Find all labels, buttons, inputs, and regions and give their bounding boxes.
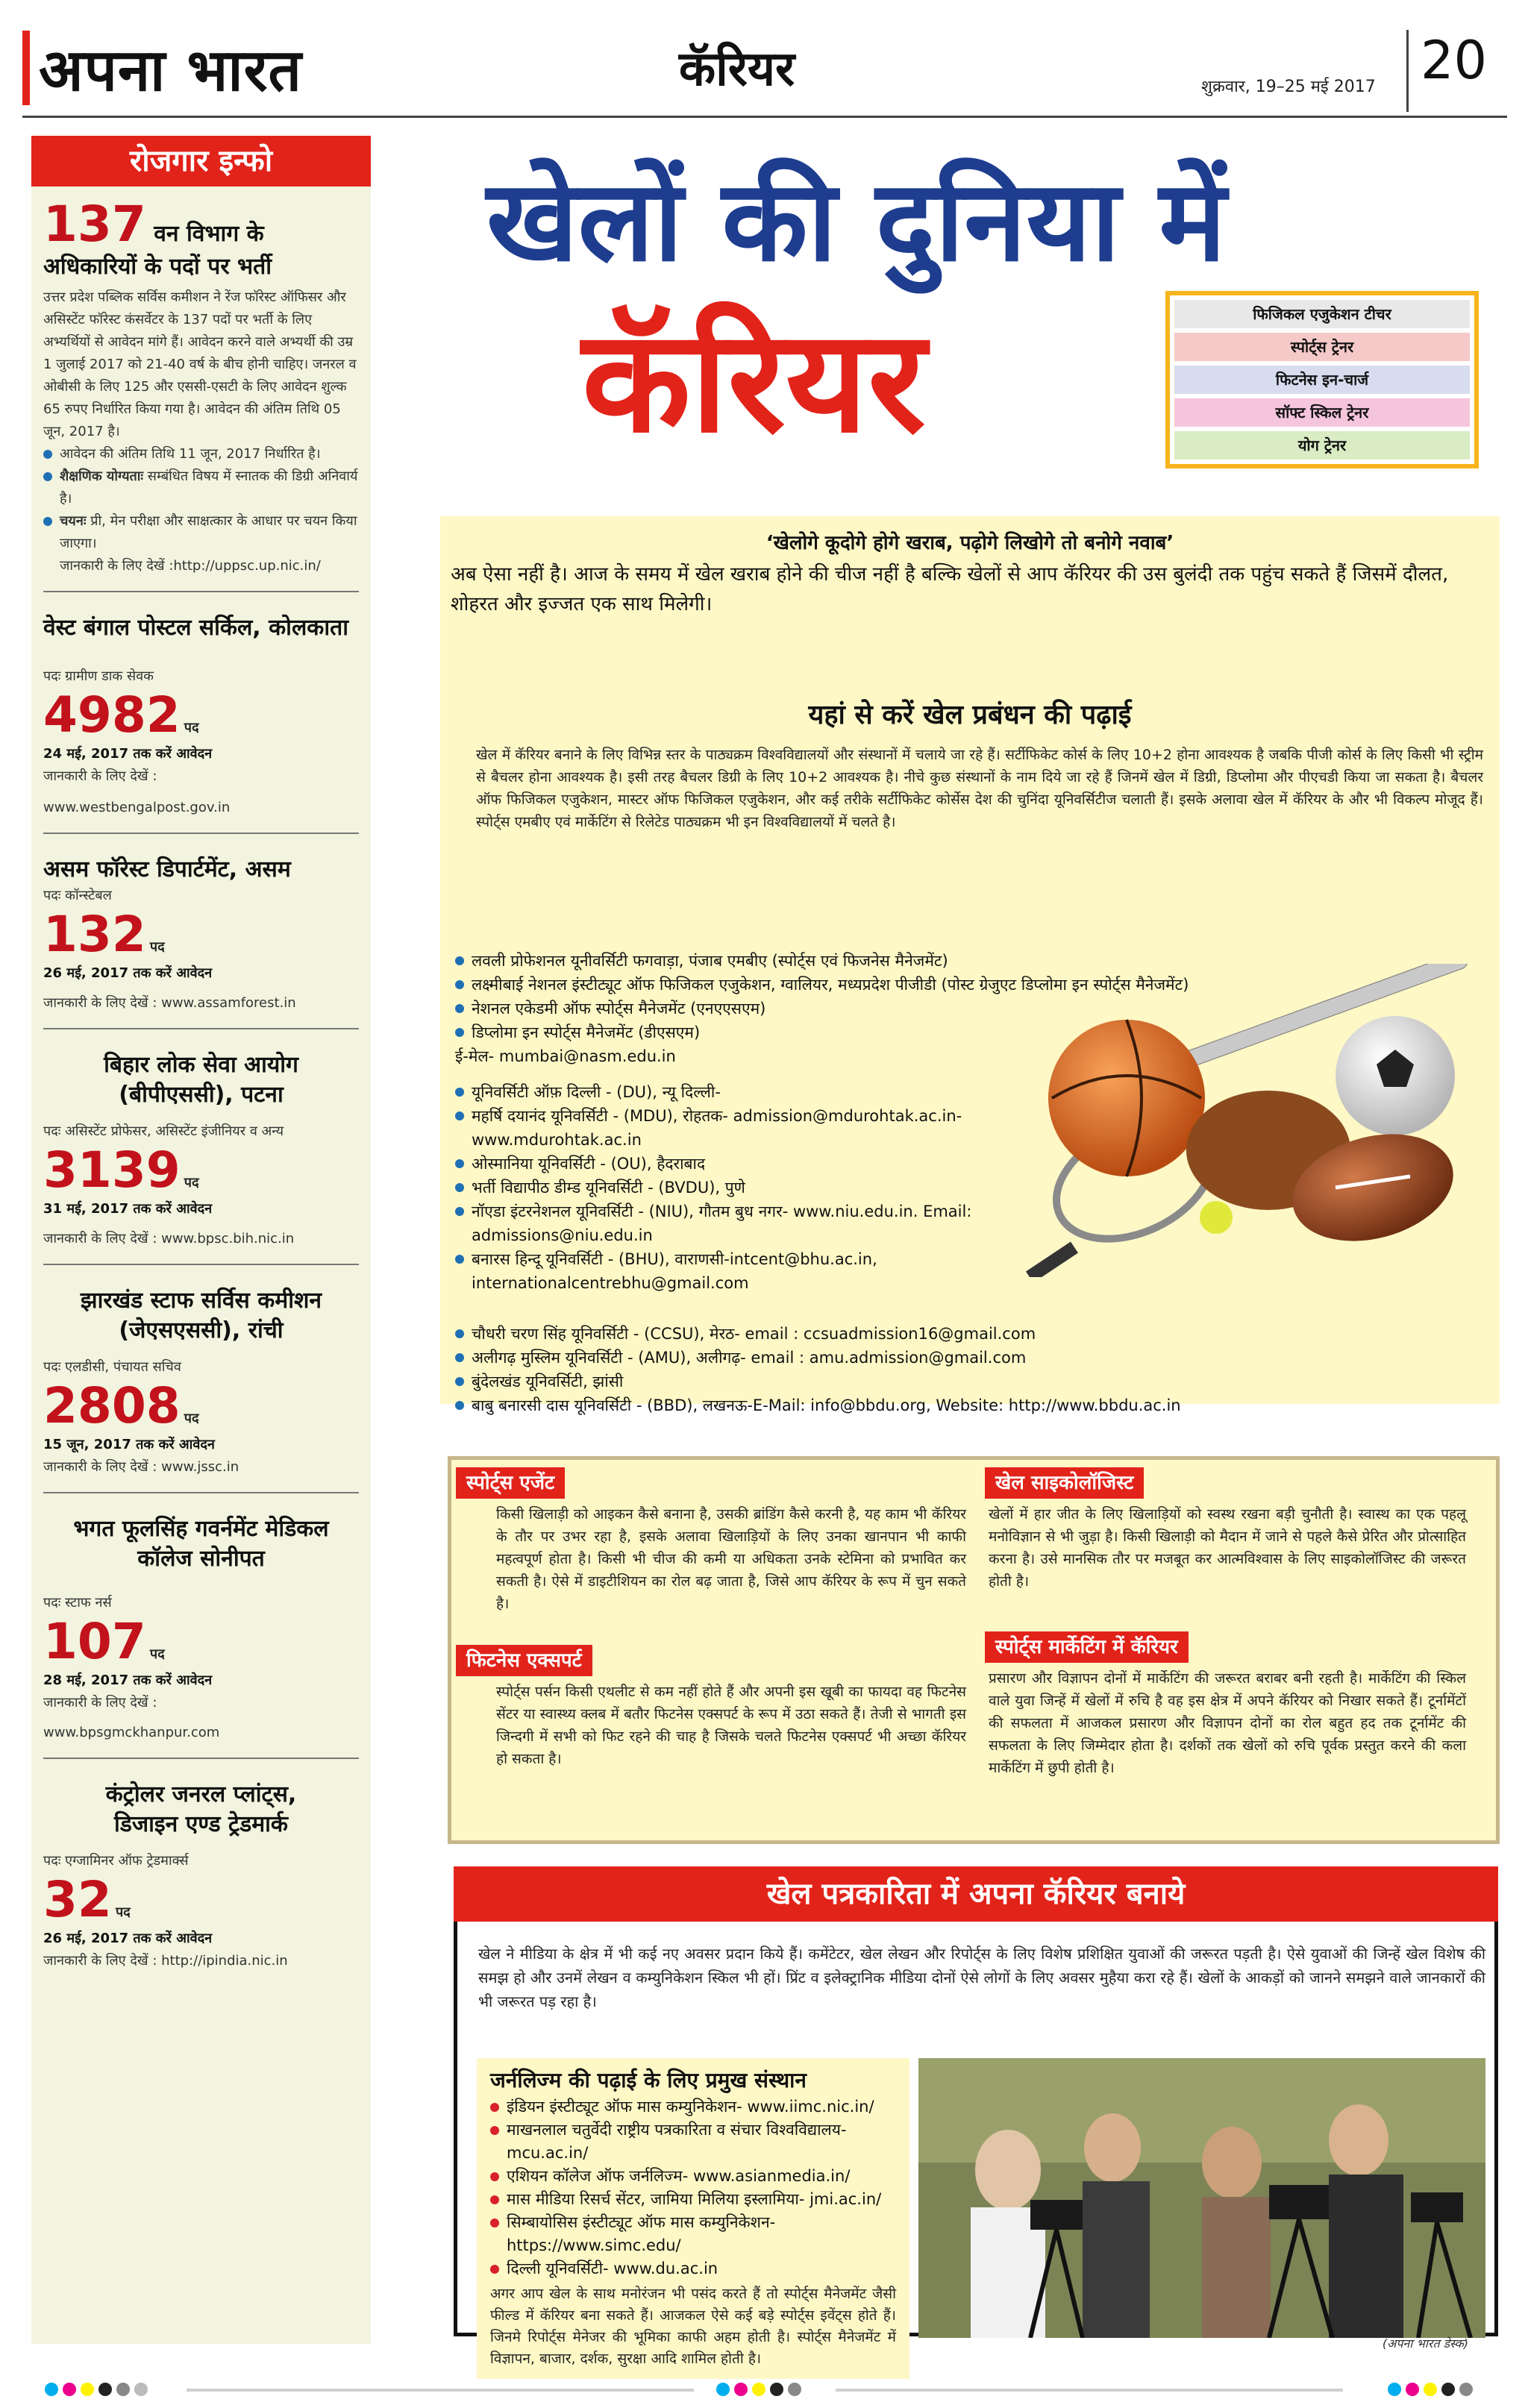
jharkhand-title: झारखंड स्टाफ सर्विस कमीशन (जेएसएससी), रांची (80, 1288, 322, 1343)
registration-dot-icon (1406, 2383, 1419, 2396)
sports-equipment-illustration (1022, 964, 1470, 1277)
university-text: लक्ष्मीबाई नेशनल इंस्टीट्यूट ऑफ फिजिकल एजुकेशन, ग्वालियर, मध्यप्रदेश पीजीडी (पोस्ट ग्रेजुएट डिप्लोमा इन स्पोर्ट्स मैनेजमेंट) (472, 976, 1189, 994)
bhagat-deadline: 28 मई, 2017 तक करें आवेदन (43, 1672, 213, 1688)
forest-bullet-value: सम्बंधित विषय में स्नातक की डिग्री अनिवार्य है। (60, 468, 358, 507)
registration-dot-icon (1424, 2383, 1437, 2396)
bullet-icon (455, 1111, 464, 1120)
forest-bullet-1 (43, 443, 359, 465)
university-text: बुंदेलखंड यूनिवर्सिटी, झांसी (472, 1373, 624, 1390)
bullet-icon (490, 2195, 499, 2204)
bullet-icon (490, 2126, 499, 2135)
journalism-heading: खेल पत्रकारिता में अपना कॅरियर बनाये (454, 1866, 1498, 1922)
bullet-icon (43, 450, 52, 459)
career-types-box (448, 1456, 1500, 1844)
bihar-count-row (43, 1143, 359, 1198)
assam-title: असम फॉरेस्ट डिपार्टमेंट, असम (43, 856, 291, 882)
bihar-unit: पद (184, 1175, 199, 1191)
wb-deadline: 24 मई, 2017 तक करें आवेदन (43, 746, 213, 762)
bihar-link[interactable]: जानकारी के लिए देखें : www.bpsc.bih.nic.in (43, 1231, 295, 1247)
journalism-paragraph: खेल ने मीडिया के क्षेत्र में भी कई नए अवसर प्रदान किये हैं। कमेंटेटर, खेल लेखन और रिपोर्ट्स के लिए विशेष प्रशिक्षित युवाओं की जरूरत पड़ती है। ऐसे युवाओं की जिन्हें खेल विशेष की समझ हो और उनमें लेखन व कम्युनिकेशन स्किल भी हों। प्रिंट व इलेक्ट्रानिक मीडिया दोनों ऐसे लोगों के लिए अवसर मुहैया करा रहे हैं। खेलों के आकड़ों को जानने समझने वाले जानकारों की भी जरूरत पड़ रहा है। (478, 1945, 1485, 2010)
assam-link[interactable]: जानकारी के लिए देखें : www.assamforest.in (43, 995, 296, 1011)
institute-item (490, 2257, 896, 2280)
bihar-count: 3139 (43, 1141, 181, 1199)
forest-bullet-text: आवेदन की अंतिम तिथि 11 जून, 2017 निर्धारित है। (60, 446, 321, 462)
jharkhand-count: 2808 (43, 1377, 181, 1435)
wb-info: जानकारी के लिए देखें : (43, 768, 157, 784)
job-bhagat (31, 1493, 371, 1759)
newspaper-logo (22, 27, 358, 109)
university-text: बाबु बनारसी दास यूनिवर्सिटी - (BBD), लखनऊ-E-Mail: info@bbdu.org, Website: http://www.bbdu.ac.in (472, 1396, 1181, 1414)
institute-item (490, 2119, 896, 2165)
headline-line-1: खेलों की दुनिया में (486, 157, 1227, 286)
registration-dot-icon (734, 2383, 748, 2396)
patent-count-row (43, 1872, 359, 1928)
journalism-closing: अगर आप खेल के साथ मनोरंजन भी पसंद करते हैं तो स्पोर्ट्स मैनेजमेंट जैसी फील्ड में कॅरियर बना सकते हैं। आजकल ऐसे कई बड़े स्पोर्ट्स इवेंट्स होते हैं। जिनमे रिपोर्ट्स मेनेजर की भूमिका काफी अहम होती है। स्पोर्ट्स मैनेजमेंट में विज्ञापन, बाजार, दर्शक, सुरक्षा आदि शामिल होती है। (490, 2286, 896, 2367)
wb-unit: पद (184, 720, 199, 736)
university-text: यूनिवर्सिटी ऑफ़ दिल्ली - (DU), न्यू दिल्ली- (472, 1083, 721, 1101)
registration-dot-icon (752, 2383, 765, 2396)
registration-dot-icon (116, 2383, 130, 2396)
sports-agent-heading: स्पोर्ट्स एजेंट (456, 1467, 565, 1499)
wb-count: 4982 (43, 686, 181, 744)
patent-post: पदः एग्जामिनर ऑफ ट्रेडमार्क्स (43, 1853, 189, 1869)
bullet-icon (455, 1088, 464, 1097)
bullet-icon (455, 1255, 464, 1264)
institute-item (490, 2211, 896, 2257)
university-item (455, 1393, 1485, 1417)
institute-text: माखनलाल चतुर्वेदी राष्ट्रीय पत्रकारिता व संचार विश्वविद्यालय- mcu.ac.in/ (507, 2121, 847, 2162)
page-number: 20 (1406, 30, 1487, 112)
sports-psychologist-heading: खेल साइकोलॉजिस्ट (985, 1467, 1144, 1499)
career-option: स्पोर्ट्स ट्रेनर (1174, 333, 1470, 361)
university-text: नॉएडा इंटरनेशनल यूनिवर्सिटी - (NIU), गौतम बुध नगर- www.niu.edu.in. Email: admissions@niu.edu.in (472, 1203, 972, 1244)
university-text: ओस्मानिया यूनिवर्सिटी - (OU), हैदराबाद (472, 1155, 706, 1173)
institute-text: इंडियन इंस्टीट्यूट ऑफ मास कम्युनिकेशन- www.iimc.nic.in/ (507, 2098, 874, 2116)
bihar-deadline: 31 मई, 2017 तक करें आवेदन (43, 1201, 213, 1217)
bullet-icon (455, 1329, 464, 1338)
forest-bullet-3 (43, 510, 359, 555)
institute-item (490, 2165, 896, 2188)
registration-dot-icon (134, 2383, 148, 2396)
university-item (455, 1176, 1037, 1200)
job-forest (31, 186, 371, 592)
forest-bullet-label: चयनः (60, 513, 87, 529)
university-item (455, 1080, 1037, 1104)
section-title: कॅरियर (679, 42, 795, 97)
header-rule (22, 116, 1507, 118)
patent-title: कंट्रोलर जनरल प्लांट्स, डिजाइन एण्ड ट्रेडमार्क (105, 1781, 297, 1837)
masthead (22, 22, 1507, 112)
university-list-3 (455, 1322, 1485, 1417)
university-item (455, 1247, 1037, 1295)
university-text: डिप्लोमा इन स्पोर्ट्स मैनेजमेंट (डीएसएम) (472, 1023, 701, 1041)
institute-item (490, 2095, 896, 2119)
headline-line-2: कॅरियर (582, 299, 926, 464)
job-wb (31, 592, 371, 834)
university-text: अलीगढ़ मुस्लिम यूनिवर्सिटी - (AMU), अलीगढ़- email : amu.admission@gmail.com (472, 1349, 1027, 1367)
forest-count: 137 (43, 195, 146, 253)
institute-list (490, 2095, 896, 2280)
bhagat-unit: पद (149, 1646, 165, 1662)
wb-count-row (43, 688, 359, 743)
bullet-icon (455, 1353, 464, 1362)
logo-accent-bar (22, 31, 30, 105)
institute-text: सिम्बायोसिस इंस्टीट्यूट ऑफ मास कम्युनिकेशन- https://www.simc.edu/ (507, 2213, 776, 2254)
bhagat-link[interactable]: www.bpsgmckhanpur.com (43, 1725, 220, 1740)
registration-line (187, 2389, 694, 2392)
jobs-sidebar (31, 136, 371, 2344)
registration-dot-icon (788, 2383, 801, 2396)
institute-text: दिल्ली यूनिवर्सिटी- www.du.ac.in (507, 2260, 718, 2277)
fitness-expert-text: स्पोर्ट्स पर्सन किसी एथलीट से कम नहीं होते हैं और अपनी इस खूबी का फायदा वह फिटनेस सेंटर या स्वास्थ्य क्लब में बतौर फिटनेस एक्सपर्ट के रूप में उठा सकते हैं। तेजी से भागती इस जिन्दगी में सभी को फिट रहने की चाह है जिसके चलते फिटनेस एक्सपर्ट भी अच्छा कॅरियर हो सकता है। (496, 1684, 966, 1767)
bullet-icon (490, 2172, 499, 2181)
sidebar-heading: रोजगार इन्फो (31, 136, 371, 186)
bhagat-count-row (43, 1614, 359, 1669)
bullet-icon (455, 1004, 464, 1013)
sports-agent-text: किसी खिलाड़ी को आइकन कैसे बनाना है, उसकी ब्रांडिंग कैसे करनी है, यह काम भी कॅरियर के तौर पर उभर रहा है, इसके अलावा खिलाड़ियों के लिए उनका खानपान भी काफी महत्वपूर्ण होता है। किसी भी चीज की कमी या अधिकता उनके स्टेमिना को प्रभावित कर सकती है। ऐसे में डाइटीशियन का रोल बढ़ जाता है, जिसे आप कॅरियर के रूप में चुन सकते है। (496, 1506, 966, 1612)
job-assam (31, 834, 371, 1029)
registration-dot-icon (45, 2383, 58, 2396)
forest-title: वन विभाग के अधिकारियों के पदों पर भर्ती (43, 221, 272, 280)
assam-unit: पद (149, 939, 165, 955)
university-item (455, 1152, 1037, 1176)
bihar-title: बिहार लोक सेवा आयोग (बीपीएससी), पटना (104, 1052, 298, 1108)
institute-text: एशियन कॉलेज ऑफ जर्नलिज्म- www.asianmedia.in/ (507, 2167, 851, 2185)
job-patent (31, 1759, 371, 1972)
basketball (1048, 1020, 1205, 1176)
institutes-title: जर्नलिज्म की पढ़ाई के लिए प्रमुख संस्थान (490, 2068, 807, 2092)
bullet-icon (455, 1028, 464, 1037)
institute-item (490, 2188, 896, 2211)
university-text: लवली प्रोफेशनल यूनीवर्सिटी फगवाड़ा, पंजाब एमबीए (स्पोर्ट्स एवं फिजनेस मैनेजमेंट) (472, 952, 948, 970)
jharkhand-unit: पद (184, 1411, 199, 1426)
sports-psychologist-text: खेलों में हार जीत के लिए खिलाड़ियों को स्वस्थ रखना बड़ी चुनौती है। स्वास्थ का एक पहलू मनोविज्ञान से भी जुड़ा है। किसी खिलाड़ी को मैदान में जाने से पहले कैसे प्रेरित और प्रोत्साहित करना है। उसे मानसिक तौर पर मजबूत कर आत्मविश्वास के लिए साइकोलॉजिस्ट की जरूरत होती है। (989, 1506, 1466, 1590)
university-item (455, 1200, 1037, 1247)
bullet-icon (455, 956, 464, 965)
bullet-icon (455, 1207, 464, 1216)
assam-post: पदः कॉन्स्टेबल (43, 888, 112, 903)
forest-bullet-text (60, 510, 359, 555)
forest-heading (43, 197, 359, 282)
bihar-post: पदः असिस्टेंट प्रोफेसर, असिस्टेंट इंजीनियर व अन्य (43, 1123, 284, 1139)
bullet-icon (455, 1183, 464, 1192)
bhagat-post: पदः स्टाफ नर्स (43, 1595, 112, 1611)
registration-dot-icon (1388, 2383, 1401, 2396)
university-list-2 (455, 1080, 1037, 1295)
bullet-icon (455, 1401, 464, 1410)
intro-section (440, 516, 1500, 1414)
sports-marketing-text: प्रसारण और विज्ञापन दोनों में मार्केटिंग की जरूरत बराबर बनी रहती है। मार्केटिंग की स्किल वाले युवा जिन्हें में खेलों में रुचि है वह इस क्षेत्र में अपने कॅरियर को निखार सकते हैं। टूर्नामेंटों की सफलता में आजकल प्रसारण और विज्ञापन दोनों का रोल बहुत हद तक टूर्नामेंट की सफलता के लिए जिम्मेदार होता है। दर्शकों तक खेलों को रुचि पूर्वक प्रस्तुत करने की कला मार्केटिंग में छुपी होती है। (989, 1670, 1466, 1776)
issue-date: शुक्रवार, 19–25 मई 2017 (1201, 78, 1376, 96)
job-jharkhand (31, 1265, 371, 1493)
assam-count-row (43, 907, 359, 962)
education-heading: यहां से करें खेल प्रबंधन की पढ़ाई (808, 700, 1132, 730)
jharkhand-link[interactable]: जानकारी के लिए देखें : www.jssc.in (43, 1459, 239, 1475)
bullet-icon (455, 980, 464, 989)
tennis-ball (1200, 1201, 1233, 1234)
university-item (455, 1346, 1485, 1370)
intro-quote: ‘खेलोगे कूदोगे होगे खराब, पढ़ोगे लिखोगे तो बनोगे नवाब’ (765, 532, 1174, 554)
registration-line (836, 2389, 1343, 2392)
patent-count: 32 (43, 1871, 112, 1928)
sports-marketing-heading: स्पोर्ट्स मार्केटिंग में कॅरियर (985, 1631, 1189, 1663)
print-registration-strip (0, 2380, 1528, 2402)
job-bihar (31, 1029, 371, 1265)
forest-link[interactable]: जानकारी के लिए देखें :http://uppsc.up.nic.in/ (60, 558, 321, 574)
university-text: भर्ती विद्यापीठ डीम्ड यूनिवर्सिटी - (BVDU), पुणे (472, 1179, 745, 1197)
registration-dot-icon (81, 2383, 94, 2396)
intro-paragraph: अब ऐसा नहीं है। आज के समय में खेल खराब होने की चीज नहीं है बल्कि खेलों से आप कॅरियर की उस बुलंदी तक पहुंच सकते हैं जिसमें दौलत, शोहरत और इज्जत एक साथ मिलेगी। (451, 563, 1449, 615)
registration-dot-icon (1459, 2383, 1473, 2396)
journalism-institutes-box (477, 2058, 909, 2379)
university-item (455, 1370, 1485, 1393)
logo-text: अपना भारत (39, 37, 302, 104)
bhagat-count: 107 (43, 1613, 146, 1670)
journalism-students-photo (918, 2058, 1485, 2338)
bullet-icon (455, 1377, 464, 1386)
racket-handle (1030, 1247, 1074, 1277)
registration-dot-icon (63, 2383, 76, 2396)
desk-credit: (अपना भारत डेस्क) (1382, 2336, 1468, 2351)
bhagat-title: भगत फूलसिंह गवर्नमेंट मेडिकल कॉलेज सोनीपत (73, 1516, 329, 1572)
wb-title: वेस्ट बंगाल पोस्टल सर्किल, कोलकाता (43, 615, 348, 641)
university-item (455, 1322, 1485, 1346)
fitness-expert-heading: फिटनेस एक्सपर्ट (456, 1645, 592, 1676)
registration-dot-icon (1441, 2383, 1455, 2396)
career-options-box (1165, 291, 1479, 468)
registration-dot-icon (716, 2383, 730, 2396)
registration-dot-icon (98, 2383, 112, 2396)
registration-dot-icon (770, 2383, 783, 2396)
university-text: नेशनल एकेडमी ऑफ स्पोर्ट्स मैनेजमेंट (एनएएसएम) (472, 1000, 766, 1018)
forest-bullet-2 (43, 465, 359, 510)
career-option: सॉफ्ट स्किल ट्रेनर (1174, 398, 1470, 427)
jharkhand-deadline: 15 जून, 2017 तक करें आवेदन (43, 1437, 215, 1452)
patent-unit: पद (115, 1904, 131, 1920)
education-paragraph: खेल में कॅरियर बनाने के लिए विभिन्न स्तर के पाठ्यक्रम विश्वविद्यालयों और संस्थानों में चलाये जा रहे हैं। सर्टीफिकेट कोर्स के लिए 10+2 होना आवश्यक है जबकि पीजी कोर्स के लिए किसी भी स्ट्रीम से बैचलर होना आवश्यक है। इसी तरह बैचलर डिग्री के लिए 10+2 आवश्यक है। नीचे कुछ संस्थानों के नाम दिये जा रहे हैं जिनमें खेल में डिग्री, डिप्लोमा और पीएचडी किया जा सकता है। बैचलर ऑफ फिजिकल एजुकेशन, मास्टर ऑफ फिजिकल एजुकेशन, और कई तरीके सर्टीफिकेट कोर्सेस देश की चुनिंदा यूनिवर्सिटीज चलाती हैं। इसके अलावा खेल में कॅरियर के और भी विकल्प मोजूद हैं। स्पोर्ट्स एमबीए एवं मार्केटिंग से रिलेटेड पाठ्यक्रम भी इन विश्वविद्यालयों में चलते है। (476, 747, 1483, 830)
jharkhand-count-row (43, 1379, 359, 1434)
forest-bullet-text (60, 465, 359, 510)
bullet-icon (490, 2219, 499, 2227)
bullet-icon (490, 2265, 499, 2274)
university-email: ई-मेल- mumbai@nasm.edu.in (455, 1047, 676, 1065)
forest-body: उत्तर प्रदेश पब्लिक सर्विस कमीशन ने रेंज फॉरेस्ट ऑफिसर और असिस्टेंट फॉरेस्ट कंसर्वेटर के 137 पदों पर भर्ती के लिए अभ्यर्थियों से आवेदन मांगे हैं। आवेदन करने वाले अभ्यर्थी की उम्र 1 जुलाई 2017 को 21-40 वर्ष के बीच होनी चाहिए। जनरल व ओबीसी के लिए 125 और एससी-एसटी के लिए आवेदन शुल्क 65 रुपए निर्धारित किया गया है। आवेदन की अंतिम तिथि 05 जून, 2017 है। (43, 289, 357, 439)
bullet-icon (43, 517, 52, 526)
career-option: फिजिकल एजुकेशन टीचर (1174, 300, 1470, 328)
forest-bullet-value: प्री, मेन परीक्षा और साक्षत्कार के आधार पर चयन किया जाएगा। (60, 513, 357, 551)
bullet-icon (43, 472, 52, 481)
university-item (455, 1104, 1037, 1152)
jharkhand-post: पदः एलडीसी, पंचायत सचिव (43, 1359, 181, 1375)
university-text: महर्षि दयानंद यूनिवर्सिटी - (MDU), रोहतक- admission@mdurohtak.ac.in- www.mdurohtak.ac.in (472, 1107, 962, 1149)
wb-post: पदः ग्रामीण डाक सेवक (43, 668, 154, 684)
assam-deadline: 26 मई, 2017 तक करें आवेदन (43, 965, 213, 981)
bullet-icon (490, 2103, 499, 2112)
assam-count: 132 (43, 906, 146, 963)
university-text: चौधरी चरण सिंह यूनिवर्सिटी - (CCSU), मेरठ- email : ccsuadmission16@gmail.com (472, 1325, 1036, 1343)
career-option: योग ट्रेनर (1174, 431, 1470, 460)
institute-text: मास मीडिया रिसर्च सेंटर, जामिया मिलिया इस्लामिया- jmi.ac.in/ (507, 2190, 882, 2208)
main-article (403, 136, 1507, 2367)
wb-link[interactable]: www.westbengalpost.gov.in (43, 800, 231, 815)
university-text: बनारस हिन्दू यूनिवर्सिटी - (BHU), वाराणसी-intcent@bhu.ac.in, internationalcentrebhu@gmail.com (472, 1250, 877, 1292)
bhagat-info: जानकारी के लिए देखें : (43, 1695, 157, 1711)
career-option: फिटनेस इन-चार्ज (1174, 366, 1470, 394)
patent-link[interactable]: जानकारी के लिए देखें : http://ipindia.nic.in (43, 1953, 288, 1969)
bullet-icon (455, 1159, 464, 1168)
forest-bullet-label: शैक्षणिक योग्यताः (60, 468, 144, 484)
patent-deadline: 26 मई, 2017 तक करें आवेदन (43, 1931, 213, 1946)
